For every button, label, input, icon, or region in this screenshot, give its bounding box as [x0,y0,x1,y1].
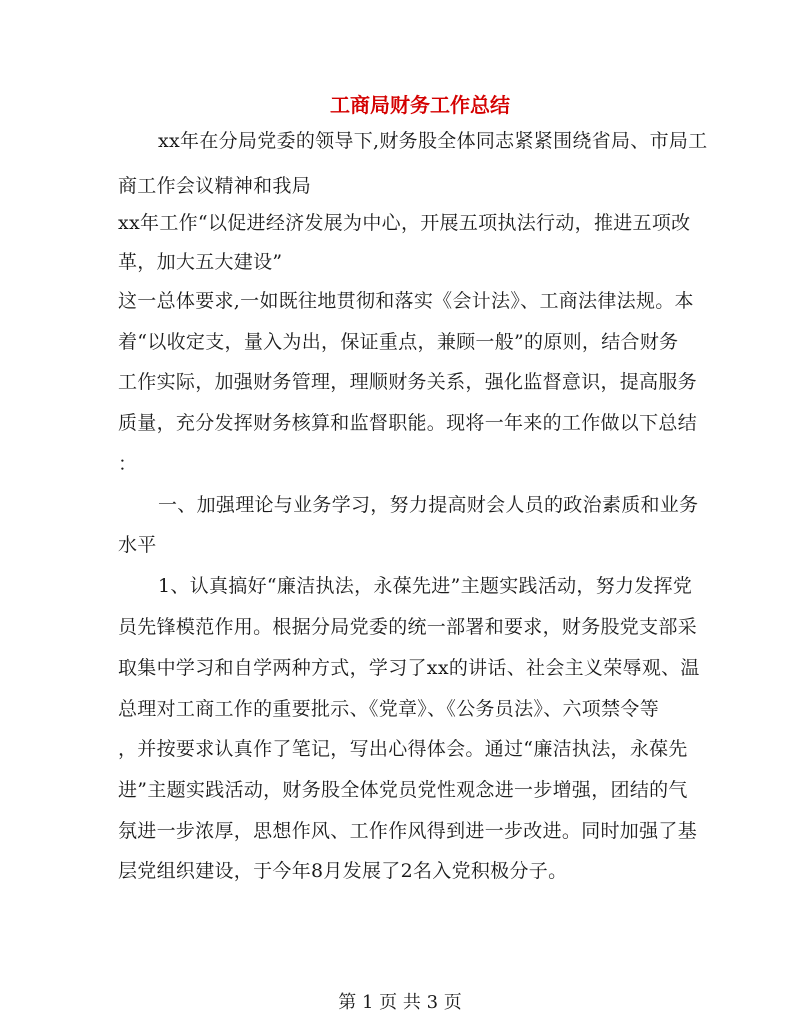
paragraph-line: 商工作会议精神和我局 [118,175,312,197]
paragraph-line: 质量，充分发挥财务核算和监督职能。现将一年来的工作做以下总结 [118,412,698,434]
page-footer: 第 1 页 共 3 页 [338,992,462,1013]
paragraph-line: 层党组织建设，于今年8月发展了2名入党积极分子。 [118,860,568,882]
paragraph-line: 氛进一步浓厚，思想作风、工作作风得到进一步改进。同时加强了基 [118,820,698,842]
paragraph-line: 进”主题实践活动，财务股全体党员党性观念进一步增强，团结的气 [118,779,688,801]
paragraph-line: 总理对工商工作的重要批示、《党章》、《公务员法》、六项禁令等 [118,698,660,720]
paragraph-line: 这一总体要求,一如既往地贯彻和落实《会计法》、工商法律法规。本 [118,290,694,312]
section-heading-line: 一、加强理论与业务学习，努力提高财会人员的政治素质和业务 [158,494,699,516]
paragraph-line: 工作实际，加强财务管理，理顺财务关系，强化监督意识，提高服务 [118,371,698,393]
section-heading-line: 水平 [118,534,157,556]
paragraph-line: ： [118,453,138,475]
paragraph-line: 1、认真搞好“廉洁执法，永葆先进”主题实践活动，努力发挥党 [158,575,693,597]
paragraph-line: 革，加大五大建设” [118,251,283,273]
document-title: 工商局财务工作总结 [330,93,510,117]
paragraph-line: ，并按要求认真作了笔记，写出心得体会。通过“廉洁执法，永葆先 [118,738,688,760]
paragraph-line: 取集中学习和自学两种方式，学习了xx的讲话、社会主义荣辱观、温 [118,657,700,679]
paragraph-line: 着“以收定支，量入为出，保证重点，兼顾一般”的原则，结合财务 [118,331,679,353]
paragraph-line: 员先锋模范作用。根据分局党委的统一部署和要求，财务股党支部采 [118,616,698,638]
paragraph-line: xx年在分局党委的领导下,财务股全体同志紧紧围绕省局、市局工 [158,130,708,152]
paragraph-line: xx年工作“以促进经济发展为中心，开展五项执法行动，推进五项改 [118,212,691,234]
